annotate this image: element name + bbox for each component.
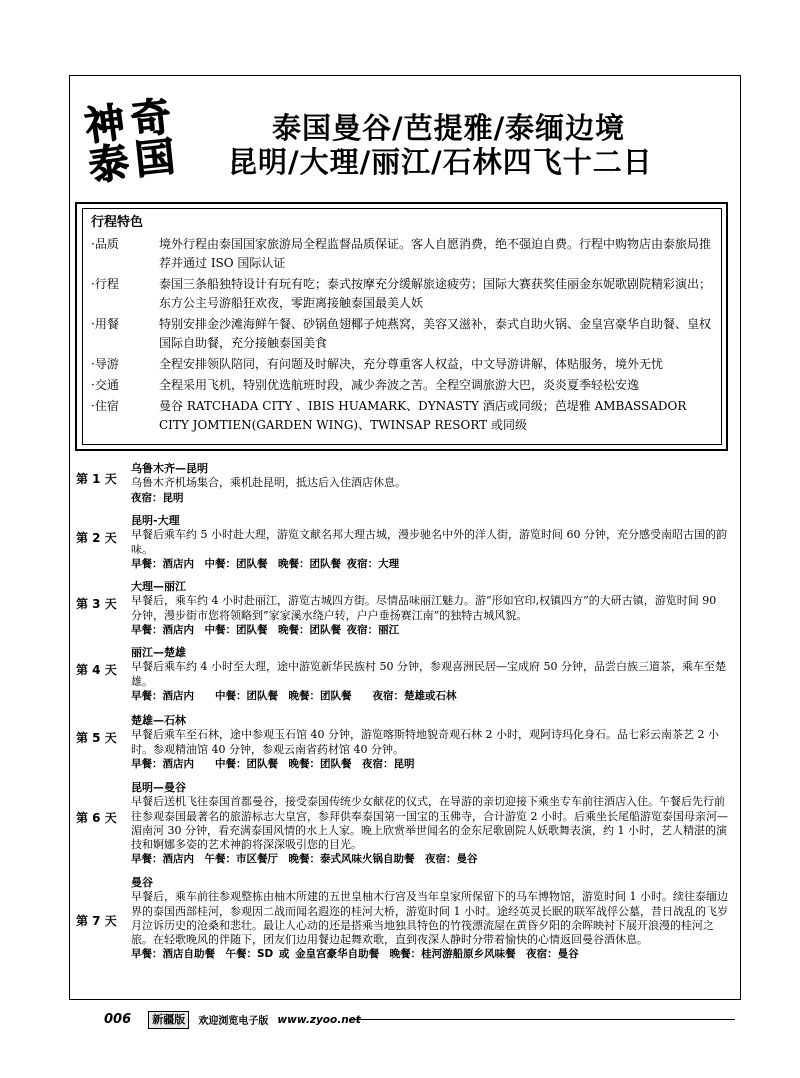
day-meals: 早餐：酒店自助餐 午餐：SD 或 金皇宫豪华自助餐 晚餐：桂河游船原乡风味餐 夜宿：曼谷: [131, 948, 579, 961]
day-body: [131, 462, 729, 505]
feature-text: 全程安排领队陪同，有问题及时解决，充分尊重客人权益，中文导游讲解，体贴服务，境外无忧: [159, 357, 664, 371]
day-label: 第 5 天: [76, 731, 117, 745]
day-route: 大理—丽江: [131, 580, 186, 593]
day-route: 乌鲁木齐—昆明: [131, 462, 208, 475]
day-description: 早餐后乘车约 5 小时赴大理，游览文献名邦大理古城，漫步驰名中外的洋人街，游览时间 60 分钟，充分感受南昭古国的韵味。: [131, 528, 727, 556]
day-description: 早餐后，乘车约 4 小时赴丽江，游览古城四方街。尽情品味丽江魅力。游“形如官印,权镇四方”的大研古镇，游览时间 90 分钟，漫步街市您将领略到”家家溪水绕户转，户户垂扬赛江南”的独特古城风貌。: [131, 594, 717, 622]
day-route: 丽江—楚雄: [131, 646, 186, 659]
day-label: 第 1 天: [76, 472, 117, 486]
feature-label: ·导游: [91, 357, 119, 371]
title-line-2: 昆明/大理/丽江/石林四飞十二日: [228, 145, 653, 179]
day-description: 早餐后乘车约 4 小时至大理，途中游览新华民族村 50 分钟，参观喜洲民居—宝成府 50 分钟，品尝白族三道茶，乘车至楚雄。: [131, 660, 726, 688]
feature-label: ·用餐: [91, 317, 119, 331]
features-box: [82, 208, 722, 445]
footer-slogan: 欢迎浏览电子版: [198, 1016, 269, 1027]
day-meals: 早餐：酒店内 中餐：团队餐 晚餐：团队餐 夜宿：大理: [131, 557, 400, 570]
feature-item: [91, 275, 713, 313]
day-label: 第 3 天: [76, 597, 117, 611]
footer-url[interactable]: www.zyoo.net: [277, 1013, 361, 1026]
day-label: 第 7 天: [76, 914, 117, 928]
day-label: 第 2 天: [76, 531, 117, 545]
day-body: [131, 876, 729, 962]
feature-text: 泰国三条船独特设计有玩有吃；泰式按摩充分缓解旅途疲劳；国际大赛获奖佳丽金东妮歌剧院精彩演出；东方公主号游船狂欢夜，零距离接触泰国最美人妖: [159, 277, 712, 310]
feature-text: 境外行程由泰国国家旅游局全程监督品质保证。客人自愿消费，绝不强迫自费。行程中购物店由泰旅局推荐并通过 ISO 国际认证: [159, 237, 712, 270]
day-meals: 早餐：酒店内 中餐：团队餐 晚餐：团队餐 夜宿：丽江: [131, 623, 400, 636]
logo-char: 神: [81, 99, 129, 151]
feature-text: 全程采用飞机，特别优选航班时段，减少奔波之苦。全程空调旅游大巴，炎炎夏季轻松安逸: [159, 378, 640, 392]
feature-text: 曼谷 RATCHADA CITY 、IBIS HUAMARK、DYNASTY 酒店或同级；芭堤雅 AMBASSADOR CITY JOMTIEN(GARDEN WING)、TWINSAP RESORT 或同级: [159, 399, 687, 432]
day-meals: 早餐：酒店内 中餐：团队餐 晚餐：团队餐 夜宿：楚雄或石林: [131, 689, 457, 702]
feature-label: ·行程: [91, 277, 119, 291]
day-label: 第 6 天: [76, 811, 117, 825]
day-route: 曼谷: [131, 876, 153, 889]
day-route: 昆明-大理: [131, 514, 180, 527]
feature-item: [91, 235, 713, 273]
feature-item: [91, 397, 713, 435]
edition-badge: 新疆版: [148, 1011, 189, 1029]
feature-label: ·住宿: [91, 399, 119, 413]
features-heading: 行程特色: [91, 215, 144, 230]
day-body: [131, 580, 729, 637]
feature-item: [91, 376, 713, 395]
day-meals: 夜宿：昆明: [131, 491, 184, 504]
day-body: [131, 646, 729, 703]
logo-char: 泰: [85, 139, 133, 191]
day-description: 乌鲁木齐机场集合，乘机赴昆明，抵达后入住酒店休息。: [131, 476, 406, 490]
day-meals: 早餐：酒店内 中餐：团队餐 晚餐：团队餐 夜宿：昆明: [131, 757, 415, 770]
day-body: [131, 514, 729, 571]
feature-label: ·交通: [91, 378, 119, 392]
day-route: 昆明—曼谷: [131, 781, 186, 794]
title-line-1: 泰国曼谷/芭提雅/泰缅边境: [272, 111, 626, 145]
feature-text: 特别安排金沙滩海鲜午餐、砂锅鱼翅椰子炖燕窝，美容又滋补，泰式自助火锅、金皇宫豪华自助餐、皇权国际自助餐，充分接触泰国美食: [159, 317, 712, 350]
day-description: 早餐后送机飞往泰国首都曼谷，接受泰国传统少女献花的仪式，在导游的亲切迎接下乘坐专车前往酒店入住。午餐后先行前往参观泰国最著名的旅游标志大皇宫，参拜供奉泰国第一国宝的玉佛寺，合计游览 2 小时。后乘坐长尾船游览泰国母亲河—湄南河 30 分钟，看充满泰国风情的水上人家。晚上欣赏举世闻名的金东尼歌剧院人妖歌舞表演，约 1 小时，艺人精湛的演技和婀娜多姿的艺术神韵将深深吸引您的目光。: [131, 795, 728, 852]
day-body: [131, 714, 729, 771]
footer-divider: [349, 1019, 735, 1020]
day-body: [131, 781, 729, 867]
feature-item: [91, 355, 713, 374]
footer: [104, 1009, 361, 1027]
day-description: 早餐后乘车至石林，途中参观玉石馆 40 分钟，游览喀斯特地貌奇观石林 2 小时，观阿诗玛化身石。品七彩云南茶艺 2 小时。参观精油馆 40 分钟，参观云南省药材馆 40 分钟。: [131, 728, 719, 756]
logo-char: 国: [132, 134, 178, 184]
day-description: 早餐后，乘车前往参观整栋由柚木所建的五世皇柚木行宫及当年皇家所保留下的马车博物馆，游览时间 1 小时。续往泰缅边界的泰国西部桂河，参观因二战而闻名遐迩的桂河大桥，游览时间 1 小时。途经英灵长眠的联军战俘公墓，昔日战乱的飞岁月泣诉历史的沧桑和悲壮。最让人心动的还是搭乘当地独具特色的竹筏漂流屋在黄昏夕阳的余晖映衬下展开浪漫的桂河之旅。在轻歌晚风的伴随下，团友们边用餐边起舞欢歌，直到夜深人静时分带着愉快的心情返回曼谷酒休息。: [131, 890, 728, 947]
logo-char: 奇: [128, 94, 174, 144]
day-meals: 早餐：酒店内 午餐：市区餐厅 晚餐：泰式风味火锅自助餐 夜宿：曼谷: [131, 853, 478, 866]
day-route: 楚雄—石林: [131, 714, 186, 727]
page-number: 006: [104, 1012, 132, 1027]
feature-label: ·品质: [91, 237, 119, 251]
feature-item: [91, 315, 713, 353]
day-label: 第 4 天: [76, 663, 117, 677]
logo: [79, 94, 189, 191]
